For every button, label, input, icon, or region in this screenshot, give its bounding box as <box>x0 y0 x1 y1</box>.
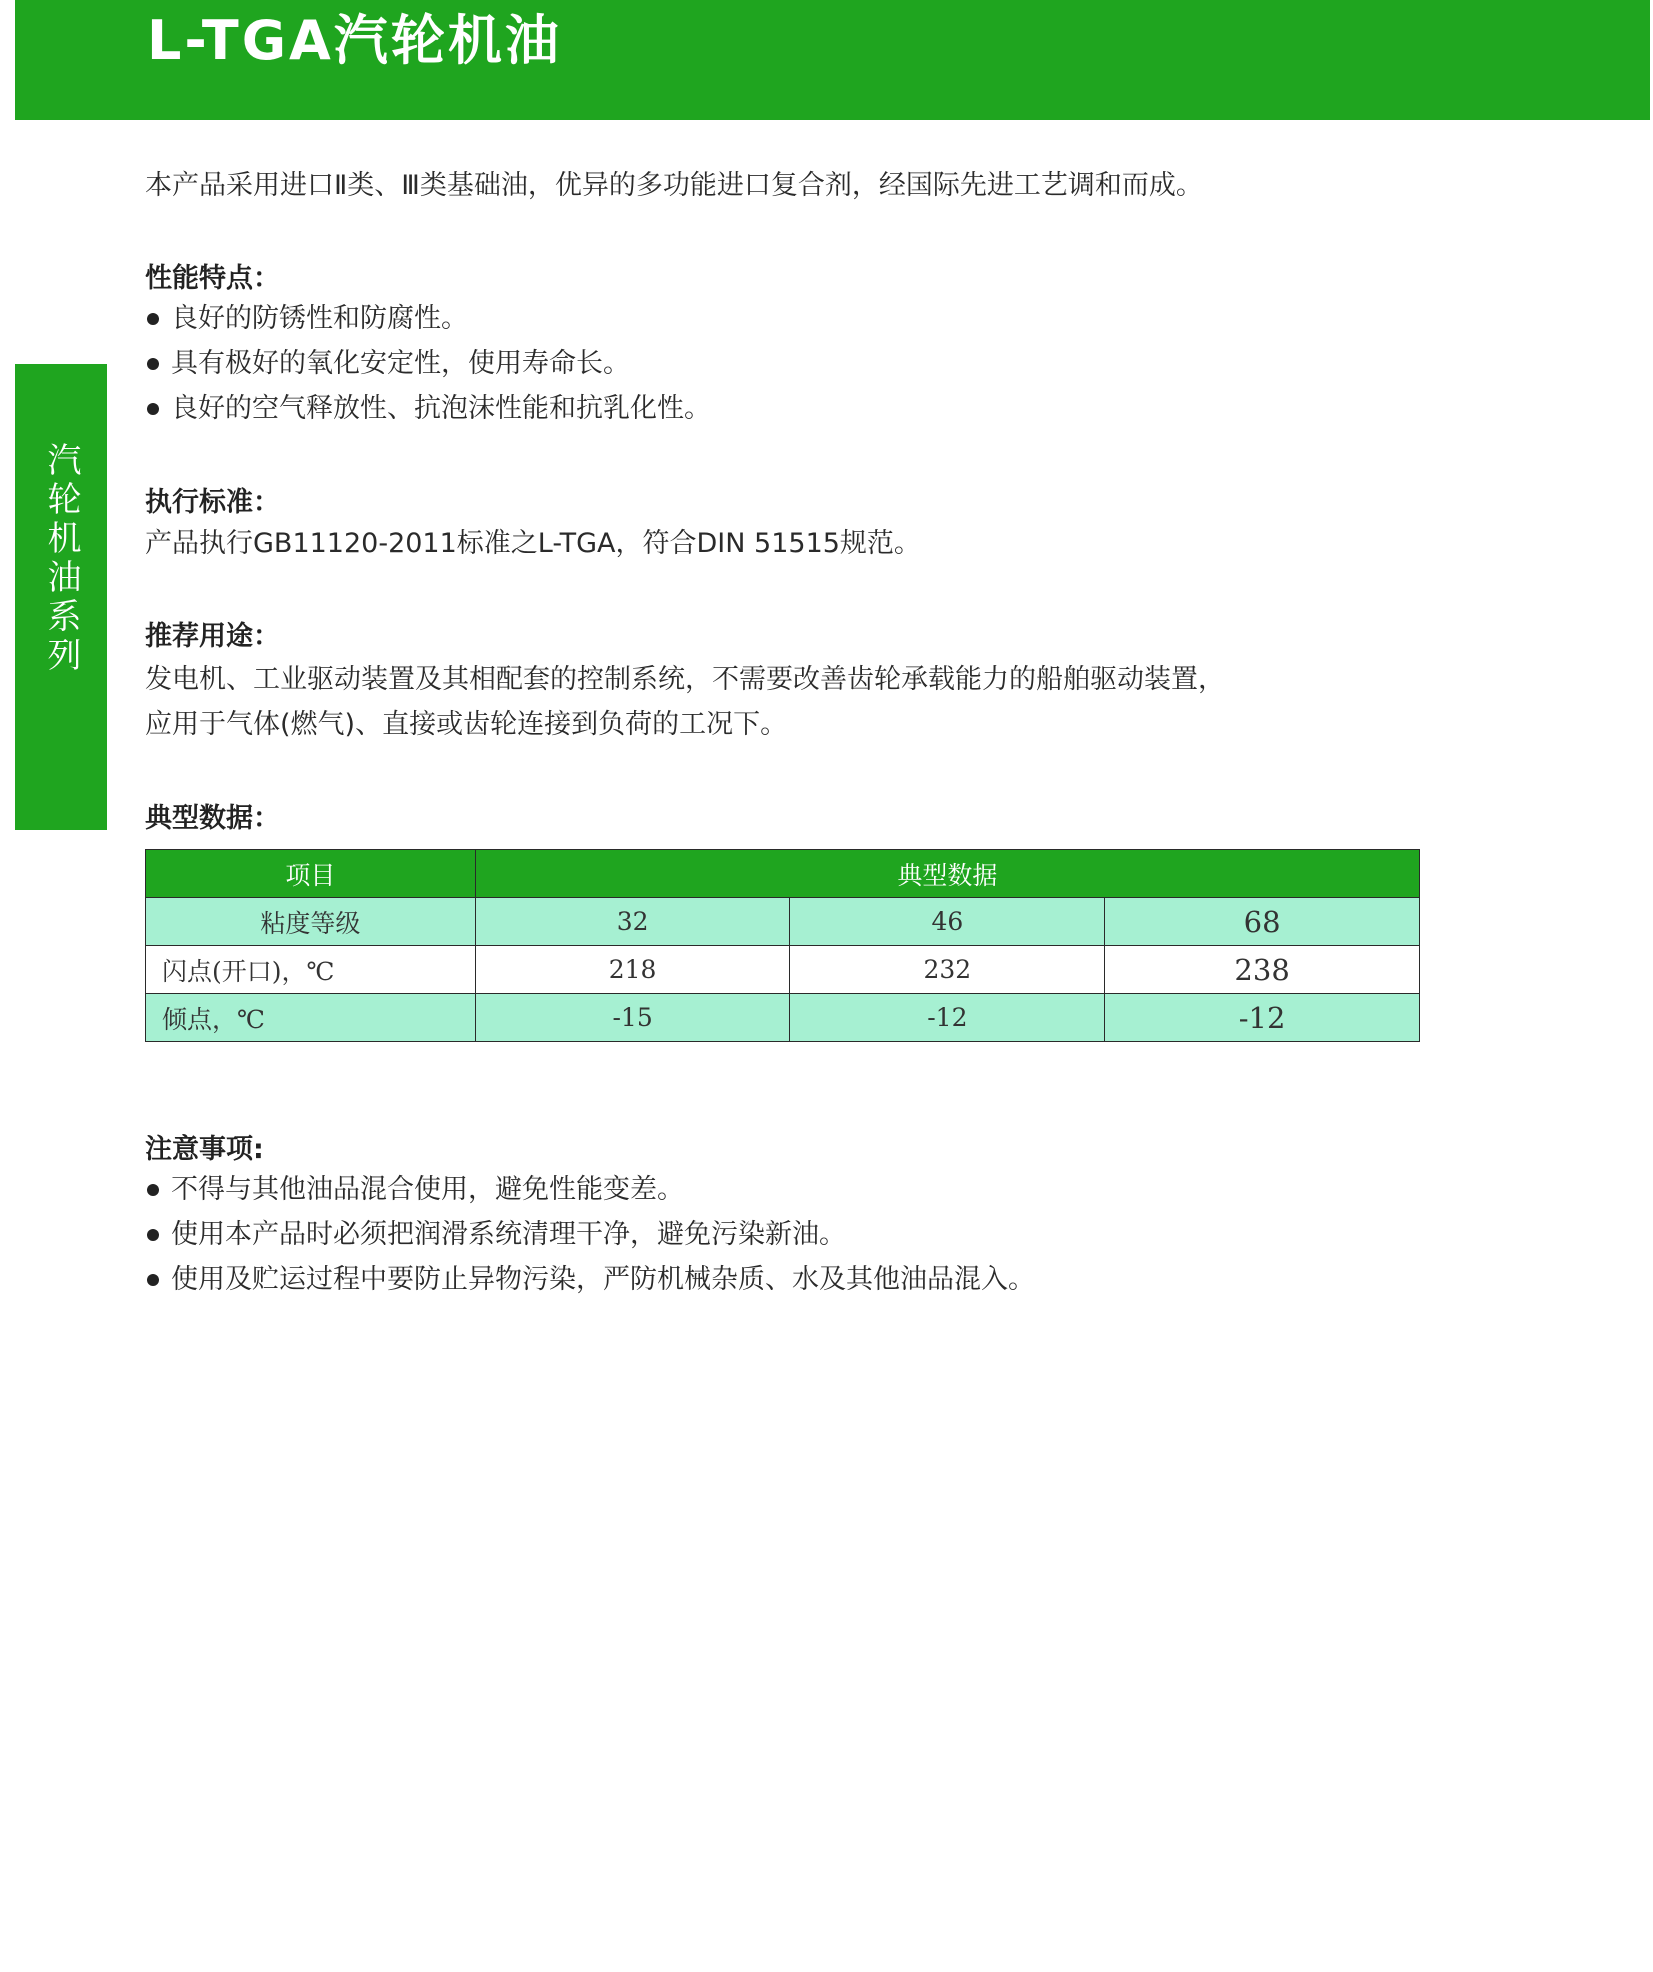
feature-text: 良好的空气释放性、抗泡沫性能和抗乳化性。 <box>171 393 711 424</box>
table-cell: 32 <box>475 898 790 946</box>
feature-text: 具有极好的氧化安定性，使用寿命长。 <box>171 348 630 379</box>
usage-line-2: 应用于气体(燃气)、直接或齿轮连接到负荷的工况下。 <box>145 709 788 740</box>
usage-title: 推荐用途： <box>145 621 280 652</box>
usage-line-1: 发电机、工业驱动装置及其相配套的控制系统，不需要改善齿轮承载能力的船舶驱动装置， <box>145 664 1225 695</box>
side-category-tab <box>15 364 107 830</box>
list-item <box>145 1212 1035 1257</box>
bullet-icon <box>147 1274 159 1286</box>
table-row <box>146 898 1420 946</box>
table-cell: -12 <box>790 994 1105 1042</box>
bullet-icon <box>147 1229 159 1241</box>
table-cell: 46 <box>790 898 1105 946</box>
page-title: L-TGA汽轮机油 <box>147 9 562 72</box>
table-header-data: 典型数据 <box>475 850 1419 898</box>
intro-text: 本产品采用进口Ⅱ类、Ⅲ类基础油，优异的多功能进口复合剂，经国际先进工艺调和而成。 <box>145 170 1203 201</box>
notes-list <box>145 1167 1035 1302</box>
table-row <box>146 946 1420 994</box>
table-cell: 232 <box>790 946 1105 994</box>
note-text: 不得与其他油品混合使用，避免性能变差。 <box>171 1174 684 1205</box>
bullet-icon <box>147 403 159 415</box>
table-cell: 218 <box>475 946 790 994</box>
features-list <box>145 296 711 431</box>
table-row-label: 粘度等级 <box>146 898 476 946</box>
note-text: 使用本产品时必须把润滑系统清理干净，避免污染新油。 <box>171 1219 846 1250</box>
table-cell: 238 <box>1105 946 1420 994</box>
list-item <box>145 296 711 341</box>
note-text: 使用及贮运过程中要防止异物污染，严防机械杂质、水及其他油品混入。 <box>171 1264 1035 1295</box>
standard-text: 产品执行GB11120-2011标准之L-TGA，符合DIN 51515规范。 <box>145 528 921 559</box>
bullet-icon <box>147 313 159 325</box>
bullet-icon <box>147 1184 159 1196</box>
typical-data-title: 典型数据： <box>145 803 280 834</box>
table-row-label: 倾点，℃ <box>146 994 476 1042</box>
table-cell: 68 <box>1105 898 1420 946</box>
feature-text: 良好的防锈性和防腐性。 <box>171 303 468 334</box>
table-cell: -15 <box>475 994 790 1042</box>
typical-data-table <box>145 849 1420 1042</box>
features-title: 性能特点： <box>145 263 280 294</box>
table-cell: -12 <box>1105 994 1420 1042</box>
list-item <box>145 341 711 386</box>
list-item <box>145 386 711 431</box>
table-header-row <box>146 850 1420 898</box>
header-bar <box>15 0 1650 120</box>
list-item <box>145 1167 1035 1212</box>
list-item <box>145 1257 1035 1302</box>
bullet-icon <box>147 358 159 370</box>
standard-title: 执行标准： <box>145 487 280 518</box>
notes-title: 注意事项: <box>145 1134 264 1165</box>
table-row <box>146 994 1420 1042</box>
table-row-label: 闪点(开口)，℃ <box>146 946 476 994</box>
side-category-label: 汽轮机油系列 <box>41 442 81 676</box>
table-header-item: 项目 <box>146 850 476 898</box>
